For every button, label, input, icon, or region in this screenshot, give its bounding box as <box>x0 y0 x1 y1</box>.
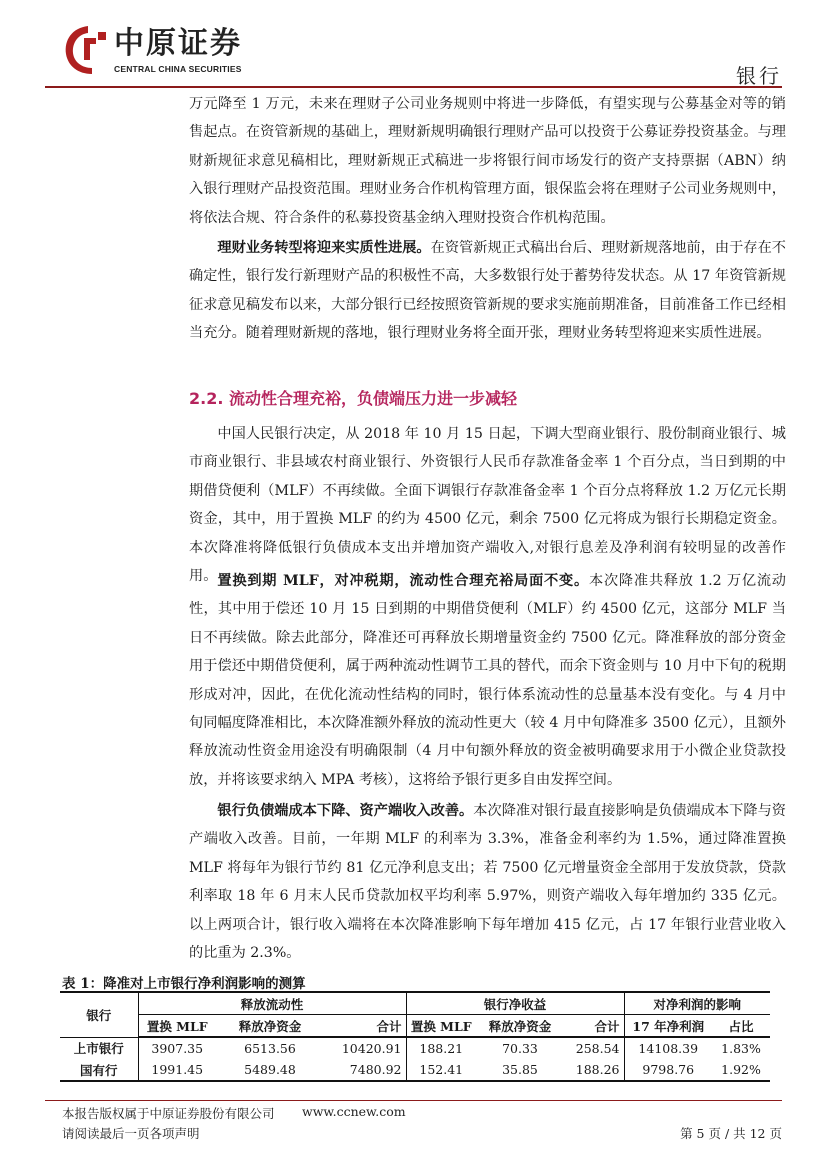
cell: 5489.48 <box>216 1059 324 1081</box>
sub-total-1: 合计 <box>324 1015 406 1038</box>
cell: 188.26 <box>564 1059 624 1081</box>
footer-disclaimer: 请阅读最后一页各项声明 <box>62 1126 200 1141</box>
footer-divider <box>45 1100 782 1101</box>
header-divider <box>45 86 782 88</box>
paragraph-5-text: 本次降准对银行最直接影响是负债端成本下降与资产端收入改善。目前，一年期 MLF 的利率为 3.3%，准备金利率约为 1.5%，通过降准置换 MLF 将每年为银行节约 81 亿元净利息支出；若 7500 亿元增量资金全部用于发放贷款，贷款利率取 18 年 6 月末人民币贷款加权平均利率 5.97%，则资产端收入每年增加约 335 亿元。以上两项合计，银行收入端将在本次降准影响下每年增加 415 亿元，占 17 年银行业营业收入的比重为 2.3%。 <box>189 803 786 962</box>
logo-chinese-name: 中原证券 <box>114 26 242 61</box>
table-header-row-1 <box>60 992 770 1015</box>
group-net-income: 银行净收益 <box>406 992 624 1015</box>
sub-mlf-2: 置换 MLF <box>406 1015 476 1038</box>
section-heading-2-2: 2.2. 流动性合理充裕，负债端压力进一步减轻 <box>189 389 517 408</box>
row-name: 国有行 <box>60 1059 138 1081</box>
footer-website-link[interactable]: www.ccnew.com <box>302 1104 406 1119</box>
paragraph-4-lead: 置换到期 MLF，对冲税期，流动性合理充裕局面不变。 <box>217 573 589 589</box>
logo-english-name: CENTRAL CHINA SECURITIES <box>114 64 242 74</box>
sub-net-1: 释放净资金 <box>216 1015 324 1038</box>
paragraph-4 <box>189 567 786 794</box>
logo-emblem-icon <box>62 24 110 76</box>
row-name: 上市银行 <box>73 1041 124 1057</box>
table-row <box>60 1059 770 1081</box>
cell: 1991.45 <box>138 1059 216 1081</box>
paragraph-5-lead: 银行负债端成本下降、资产端收入改善。 <box>217 803 474 819</box>
paragraph-1: 万元降至 1 万元，未来在理财子公司业务规则中将进一步降低，有望实现与公募基金对等的销售起点。在资管新规的基础上，理财新规明确银行理财产品可以投资于公募证券投资基金。与理财新规征求意见稿相比，理财新规正式稿进一步将银行间市场发行的资产支持票据（ABN）纳入银行理财产品投资范围。理财业务合作机构管理方面，银保监会将在理财子公司业务规则中，将依法合规、符合条件的私募投资基金纳入理财投资合作机构范围。 <box>189 96 786 226</box>
paragraph-5 <box>189 797 786 967</box>
cell: 70.33 <box>502 1041 538 1056</box>
cell: 6513.56 <box>244 1041 296 1056</box>
company-logo <box>62 24 252 80</box>
cell: 1.92% <box>712 1059 770 1081</box>
cell: 9798.76 <box>624 1059 712 1081</box>
impact-table <box>60 991 770 1082</box>
cell: 14108.39 <box>624 1037 712 1059</box>
col-bank: 银行 <box>60 992 138 1037</box>
cell: 7480.92 <box>324 1059 406 1081</box>
cell: 3907.35 <box>138 1037 216 1059</box>
cell: 35.85 <box>476 1059 564 1081</box>
table-title: 表 1：降准对上市银行净利润影响的测算 <box>62 976 306 992</box>
sub-mlf-1: 置换 MLF <box>138 1015 216 1038</box>
sub-total-2: 合计 <box>564 1015 624 1038</box>
cell: 152.41 <box>406 1059 476 1081</box>
paragraph-2-lead: 理财业务转型将迎来实质性进展。 <box>217 240 431 256</box>
group-profit-impact: 对净利润的影响 <box>624 992 770 1015</box>
paragraph-2-text: 在资管新规正式稿出台后、理财新规落地前，由于存在不确定性，银行发行新理财产品的积极性不高，大多数银行处于蓄势待发状态。从 17 年资管新规征求意见稿发布以来，大部分银行已经按照资管新规的要求实施前期准备，目前准备工作已经相当充分。随着理财新规的落地，银行理财业务将全面开张，理财业务转型将迎来实质性进展。 <box>189 240 786 342</box>
page-number: 第 5 页 / 共 12 页 <box>680 1126 782 1141</box>
cell: 1.83% <box>721 1041 761 1056</box>
footer-copyright: 本报告版权属于中原证券股份有限公司 <box>62 1106 275 1121</box>
group-liquidity: 释放流动性 <box>138 992 406 1015</box>
sub-net-2: 释放净资金 <box>476 1015 564 1038</box>
cell: 258.54 <box>575 1041 620 1056</box>
paragraph-4-text: 本次降准共释放 1.2 万亿流动性，其中用于偿还 10 月 15 日到期的中期借贷便利（MLF）约 4500 亿元，这部分 MLF 当日不再续做。除去此部分，降准还可再释放长期增量资金约 7500 亿元。降准释放的部分资金用于偿还中期借贷便利，属于两种流动性调节工具的替代，而余下资金则与 10 月中下旬的税期形成对冲，因此，在优化流动性结构的同时，银行体系流动性的总量基本没有变化。与 4 月中旬同幅度降准相比，本次降准额外释放的流动性更大（较 4 月中旬降准多 3500 亿元），且额外释放流动性资金用途没有明确限制（4 月中旬额外释放的资金被明确要求用于小微企业贷款投放，并将该要求纳入 MPA 考核），这将给予银行更多自由发挥空间。 <box>189 573 786 788</box>
sub-profit: 17 年净利润 <box>624 1015 712 1038</box>
table-row <box>60 1037 770 1059</box>
section-title: 银行 <box>736 64 782 88</box>
table-header-row-2 <box>60 1015 770 1038</box>
cell: 10420.91 <box>341 1041 402 1056</box>
sub-ratio: 占比 <box>712 1015 770 1038</box>
paragraph-3: 中国人民银行决定，从 2018 年 10 月 15 日起，下调大型商业银行、股份制商业银行、城市商业银行、非县域农村商业银行、外资银行人民币存款准备金率 1 个百分点，当日到期的中期借贷便利（MLF）不再续做。全面下调银行存款准备金率 1 个百分点将释放 1.2 万亿元长期资金，其中，用于置换 MLF 的约为 4500 亿元，剩余 7500 亿元将成为银行长期稳定资金。本次降准将降低银行负债成本支出并增加资产端收入,对银行息差及净利润有较明显的改善作用。 <box>189 426 786 585</box>
cell: 188.21 <box>406 1037 476 1059</box>
paragraph-2 <box>189 234 786 348</box>
